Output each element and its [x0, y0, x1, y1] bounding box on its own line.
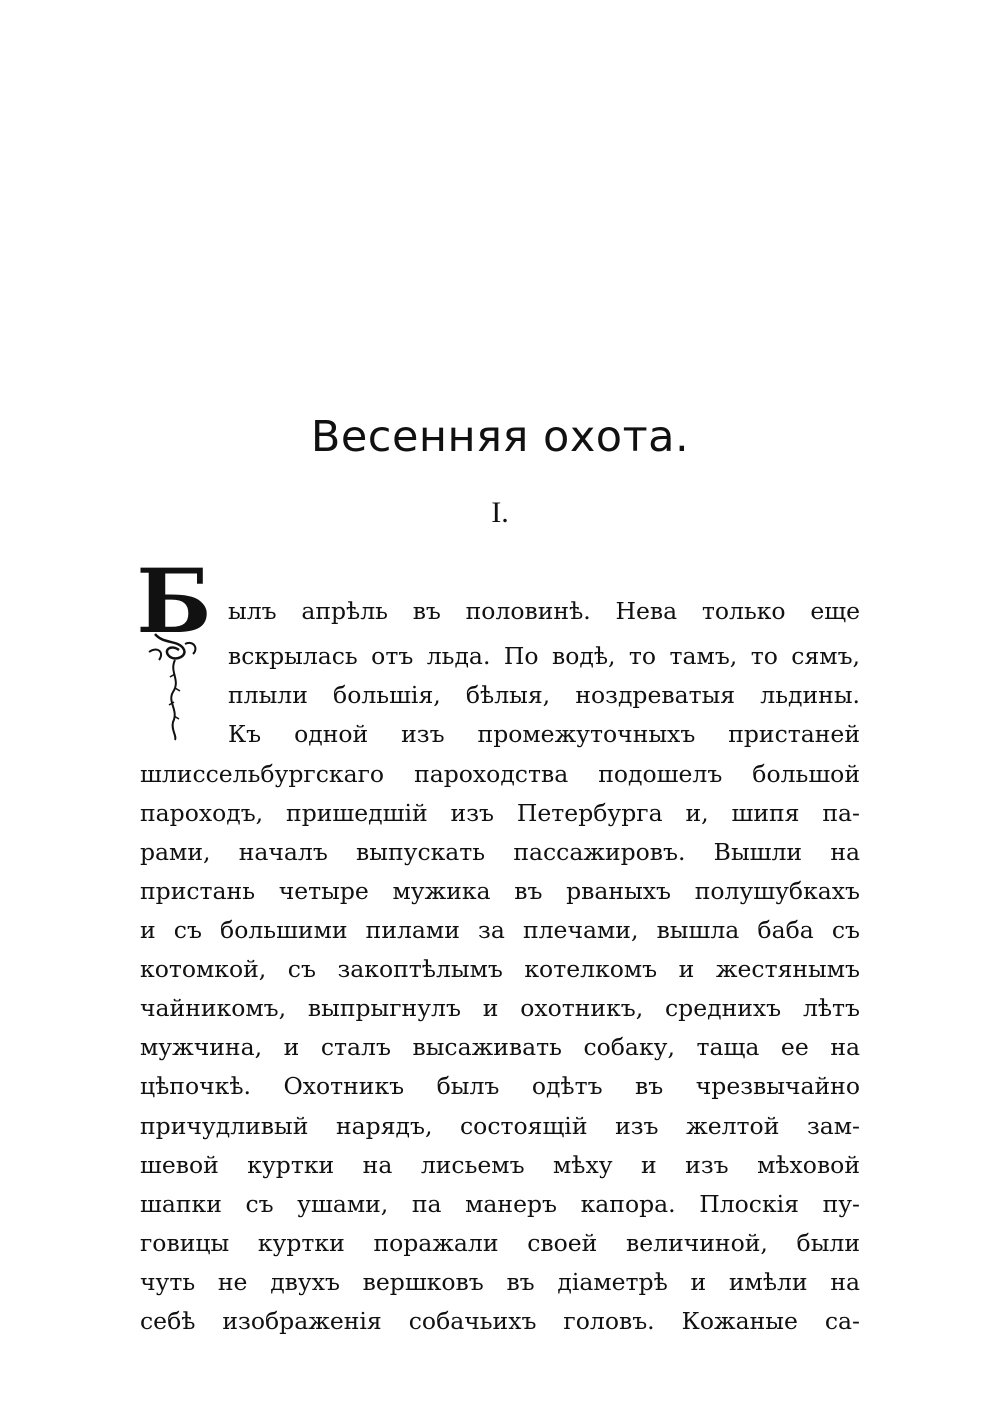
drop-cap-letter: Б — [136, 549, 212, 653]
text-line: пристань четыре мужика въ рваныхъ полушубкахъ — [140, 877, 860, 905]
text-line: рами, началъ выпускать пассажировъ. Вышли на — [140, 838, 860, 866]
text-line: себѣ изображенія собачьихъ головъ. Кожаные са- — [140, 1307, 860, 1335]
text-line: плыли большія, бѣлыя, ноздреватыя льдины. — [228, 681, 860, 709]
text-line: шлиссельбургскаго пароходства подошелъ большой — [140, 760, 860, 788]
text-line: шевой куртки на лисьемъ мѣху и изъ мѣховой — [140, 1151, 860, 1179]
text-line: вскрылась отъ льда. По водѣ, то тамъ, то сямъ, — [228, 642, 860, 670]
text-line: чуть не двухъ вершковъ въ діаметрѣ и имѣли на — [140, 1268, 860, 1296]
text-line: причудливый нарядъ, состоящій изъ желтой зам- — [140, 1112, 860, 1140]
text-line: чайникомъ, выпрыгнулъ и охотникъ, среднихъ лѣтъ — [140, 994, 860, 1022]
text-line: говицы куртки поражали своей величиной, были — [140, 1229, 860, 1257]
page-title: Весенняя охота. — [310, 412, 690, 462]
text-line: Къ одной изъ промежуточныхъ пристаней — [228, 720, 860, 748]
text-line: и съ большими пилами за плечами, вышла баба съ — [140, 916, 860, 944]
text-line: цѣпочкѣ. Охотникъ былъ одѣтъ въ чрезвычайно — [140, 1072, 860, 1100]
chapter-number: I. — [491, 496, 509, 529]
text-line: шапки съ ушами, па манеръ капора. Плоскія пу- — [140, 1190, 860, 1218]
text-line: пароходъ, пришедшій изъ Петербурга и, шипя па- — [140, 799, 860, 827]
text-line: мужчина, и сталъ высаживать собаку, таща ее на — [140, 1033, 860, 1061]
text-line: котомкой, съ закоптѣлымъ котелкомъ и жестянымъ — [140, 955, 860, 983]
text-line: ылъ апрѣль въ половинѣ. Нева только еще — [228, 597, 860, 625]
ornamental-drop-cap — [136, 549, 212, 742]
